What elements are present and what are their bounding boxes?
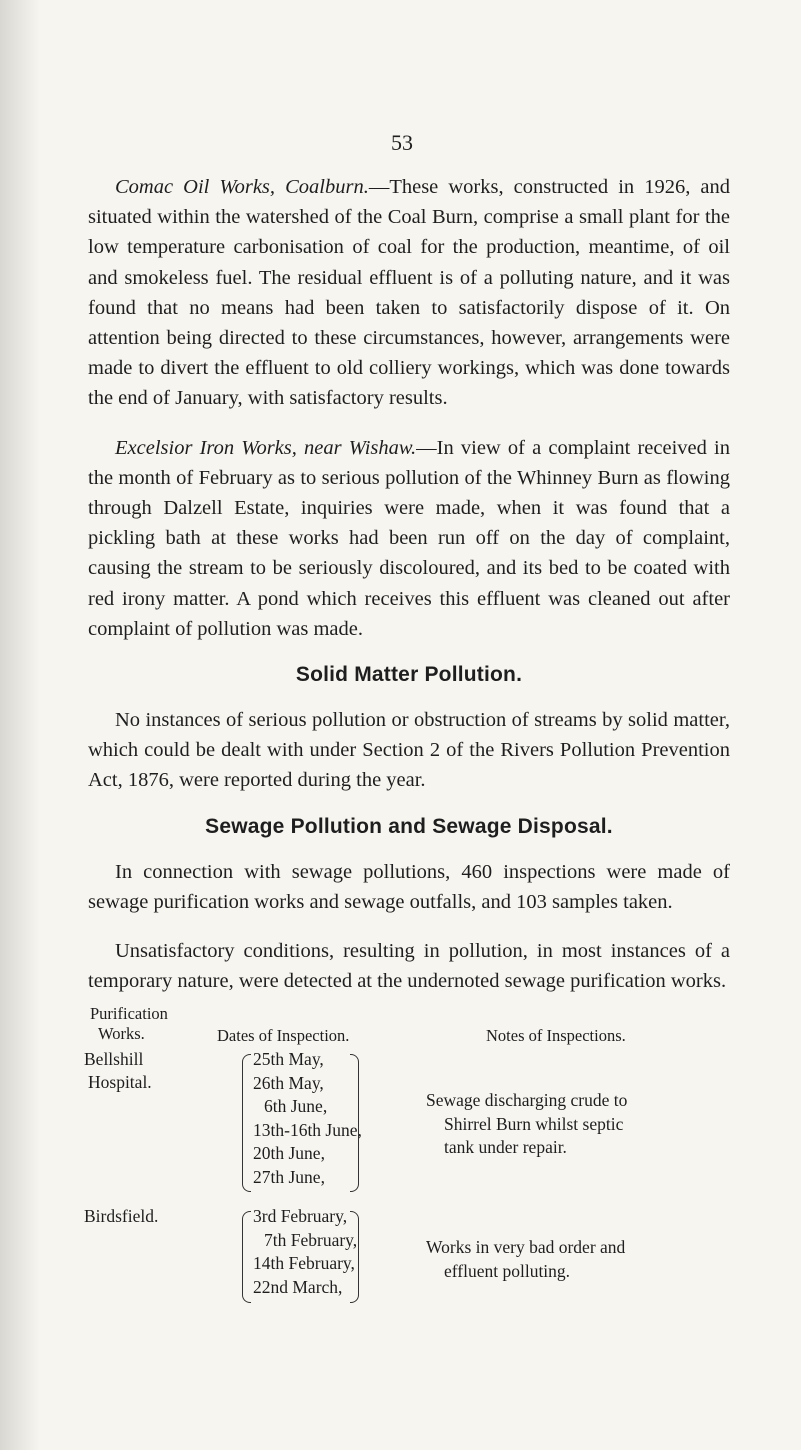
dates-header: Dates of Inspection. — [217, 1026, 350, 1045]
works-header-2: Works. — [98, 1024, 145, 1043]
row-1-note — [426, 1089, 766, 1160]
date-item: 3rd February, — [253, 1206, 348, 1226]
row-1-works-line-2: Hospital. — [88, 1072, 152, 1092]
note-line: Works in very bad order and — [426, 1237, 626, 1257]
row-1-works-line-1: Bellshill — [84, 1049, 144, 1069]
row-2-dates — [253, 1205, 357, 1299]
note-line: Sewage discharging crude to — [426, 1090, 628, 1110]
date-item: 13th-16th June, — [253, 1119, 362, 1140]
date-item: 6th June, — [264, 1096, 328, 1116]
comac-body: —These works, constructed in 1926, and situated within the watershed of the Coal Burn, comprise a small plant for the low temperature carbonisation of coal for the production, meantime, of oil and smokeless fuel. The residual effluent is of a polluting nature, and it was found that no means had been taken to satisfactorily dispose of it. On attention being directed to these circumstances, however, arrangements were made to divert the effluent to old colliery workings, which was done towards the end of January, with satisfactory results. — [88, 176, 731, 410]
row-2-right-brace — [350, 1211, 359, 1303]
row-1-left-brace — [242, 1054, 251, 1192]
date-item: 25th May, — [253, 1049, 324, 1069]
note-line: effluent polluting. — [444, 1260, 571, 1281]
date-item: 14th February, — [253, 1253, 355, 1273]
sewage-paragraph-2: Unsatisfactory conditions, resulting in pollution, in most instances of a temporary nature, were detected at the undernoted sewage purification works. — [88, 940, 730, 993]
note-line: Shirrel Burn whilst septic — [444, 1113, 624, 1134]
solid-matter-heading: Solid Matter Pollution. — [295, 663, 523, 687]
date-item: 22nd March, — [253, 1276, 343, 1297]
excelsior-lead: Excelsior Iron Works, near Wishaw. — [115, 436, 417, 459]
sewage-paragraph-1: In connection with sewage pollutions, 460 inspections were made of sewage purification works and sewage outfalls, and 103 samples taken. — [88, 860, 730, 913]
comac-lead: Comac Oil Works, Coalburn. — [115, 176, 369, 198]
works-header-1: Purification — [90, 1004, 168, 1023]
row-1-right-brace — [350, 1054, 359, 1192]
excelsior-body: —In view of a complaint received in the month of February as to serious pollution of the Whinney Burn as flowing through Dalzell Estate, inquiries were made, when it was found that a pickling bath at these works had been run off on the day of complaint, causing the stream to be seriously discoloured, and its bed to be coated with red irony matter. A pond which receives this effluent was cleaned out after complaint of pollution was made. — [88, 436, 730, 640]
note-line: tank under repair. — [444, 1137, 567, 1157]
sewage-heading: Sewage Pollution and Sewage Disposal. — [205, 814, 613, 838]
date-item: 27th June, — [253, 1166, 325, 1187]
solid-matter-paragraph: No instances of serious pollution or obstruction of streams by solid matter, which could be dealt with under Section 2 of the Rivers Pollution Prevention Act, 1876, were reported during the year. — [88, 709, 730, 792]
date-item: 26th May, — [253, 1072, 324, 1093]
row-2-left-brace — [242, 1211, 251, 1303]
date-item: 20th June, — [253, 1143, 325, 1163]
row-2-works-line-1: Birdsfield. — [84, 1206, 159, 1226]
row-1-dates — [253, 1048, 362, 1189]
date-item: 7th February, — [264, 1229, 358, 1250]
page-number: 53 — [391, 130, 413, 155]
row-2-note — [426, 1236, 766, 1283]
notes-header: Notes of Inspections. — [486, 1026, 626, 1045]
